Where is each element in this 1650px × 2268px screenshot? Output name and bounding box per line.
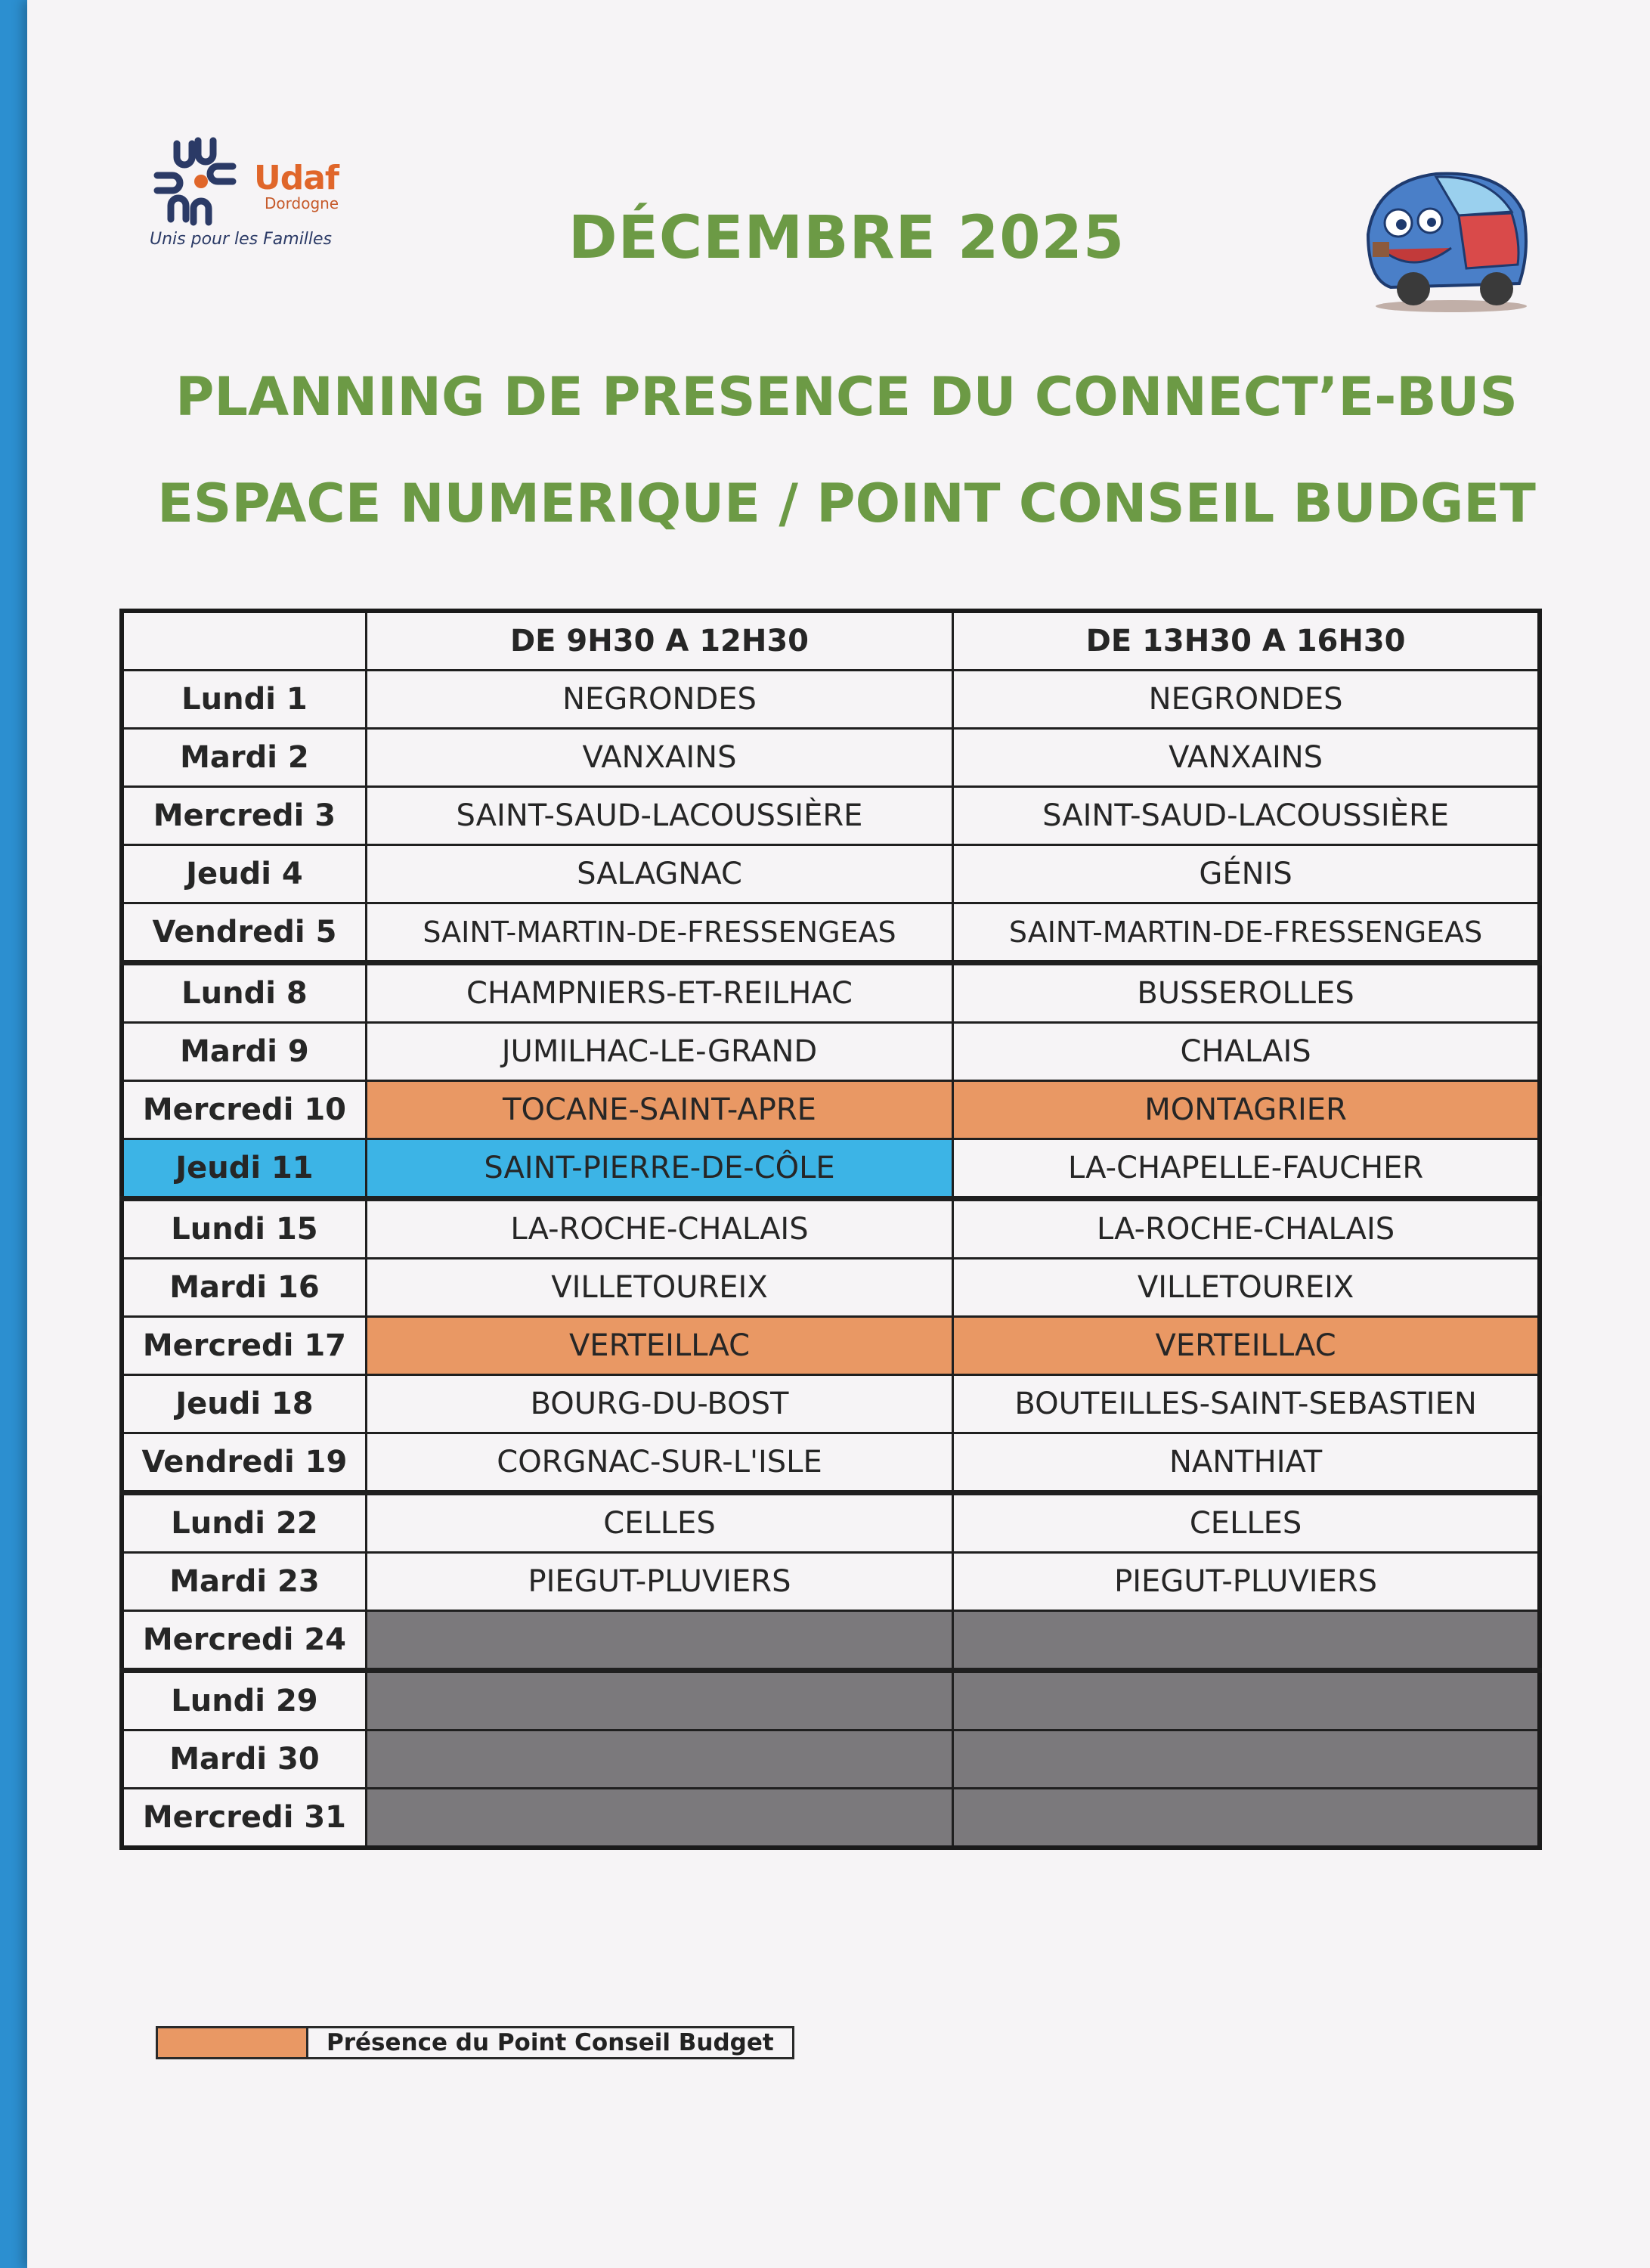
day-cell: Mardi 9 (122, 1023, 366, 1081)
day-cell: Mercredi 31 (122, 1789, 366, 1848)
afternoon-location: SAINT-SAUD-LACOUSSIÈRE (953, 787, 1540, 845)
morning-location: SAINT-PIERRE-DE-CÔLE (366, 1139, 952, 1199)
morning-location-budget: VERTEILLAC (366, 1317, 952, 1375)
afternoon-location: CELLES (953, 1493, 1540, 1553)
table-row (122, 1433, 1540, 1493)
day-cell: Mardi 16 (122, 1259, 366, 1317)
table-row (122, 845, 1540, 903)
table-row (122, 1671, 1540, 1730)
day-cell: Lundi 1 (122, 671, 366, 729)
legend-orange-swatch (158, 2028, 308, 2057)
day-cell: Mardi 30 (122, 1730, 366, 1789)
afternoon-location: PIEGUT-PLUVIERS (953, 1553, 1540, 1611)
table-row (122, 963, 1540, 1023)
afternoon-location-budget: MONTAGRIER (953, 1081, 1540, 1139)
afternoon-closed-cell (953, 1789, 1540, 1848)
afternoon-location: NANTHIAT (953, 1433, 1540, 1493)
logo-name: Udaf (254, 159, 339, 197)
day-cell: Jeudi 18 (122, 1375, 366, 1433)
afternoon-location-budget: VERTEILLAC (953, 1317, 1540, 1375)
morning-location: CELLES (366, 1493, 952, 1553)
logo-region: Dordogne (265, 194, 339, 212)
corner-cell (122, 611, 366, 671)
morning-closed-cell (366, 1730, 952, 1789)
day-cell: Vendredi 19 (122, 1433, 366, 1493)
morning-location: SAINT-MARTIN-DE-FRESSENGEAS (366, 903, 952, 963)
morning-closed-cell (366, 1671, 952, 1730)
planning-table (119, 609, 1542, 1850)
morning-location: VILLETOUREIX (366, 1259, 952, 1317)
table-row (122, 1730, 1540, 1789)
table-row (122, 1611, 1540, 1671)
afternoon-location: BOUTEILLES-SAINT-SEBASTIEN (953, 1375, 1540, 1433)
table-row (122, 1493, 1540, 1553)
legend (156, 2026, 794, 2059)
afternoon-slot-header: DE 13H30 A 16H30 (953, 611, 1540, 671)
day-cell: Jeudi 11 (122, 1139, 366, 1199)
morning-location: CORGNAC-SUR-L'ISLE (366, 1433, 952, 1493)
table-row (122, 1789, 1540, 1848)
table-row (122, 903, 1540, 963)
table-row (122, 1199, 1540, 1259)
afternoon-location: CHALAIS (953, 1023, 1540, 1081)
logo-tagline: Unis pour les Familles (150, 230, 333, 249)
table-row (122, 1023, 1540, 1081)
afternoon-location: LA-ROCHE-CHALAIS (953, 1199, 1540, 1259)
morning-location: BOURG-DU-BOST (366, 1375, 952, 1433)
day-cell: Lundi 8 (122, 963, 366, 1023)
afternoon-closed-cell (953, 1611, 1540, 1671)
morning-location-budget: TOCANE-SAINT-APRE (366, 1081, 952, 1139)
legend-label: Présence du Point Conseil Budget (327, 2029, 774, 2056)
table-row (122, 1317, 1540, 1375)
table-row (122, 1375, 1540, 1433)
afternoon-location: VILLETOUREIX (953, 1259, 1540, 1317)
afternoon-location: LA-CHAPELLE-FAUCHER (953, 1139, 1540, 1199)
table-row-highlighted (122, 1139, 1540, 1199)
day-cell: Mercredi 10 (122, 1081, 366, 1139)
afternoon-closed-cell (953, 1730, 1540, 1789)
morning-location: NEGRONDES (366, 671, 952, 729)
table-row (122, 1553, 1540, 1611)
morning-closed-cell (366, 1611, 952, 1671)
table-row (122, 787, 1540, 845)
day-cell: Jeudi 4 (122, 845, 366, 903)
afternoon-location: SAINT-MARTIN-DE-FRESSENGEAS (953, 903, 1540, 963)
day-cell: Vendredi 5 (122, 903, 366, 963)
day-cell: Mardi 23 (122, 1553, 366, 1611)
morning-location: SALAGNAC (366, 845, 952, 903)
morning-location: JUMILHAC-LE-GRAND (366, 1023, 952, 1081)
table-row (122, 1259, 1540, 1317)
table-row (122, 729, 1540, 787)
afternoon-location: VANXAINS (953, 729, 1540, 787)
morning-location: CHAMPNIERS-ET-REILHAC (366, 963, 952, 1023)
afternoon-location: NEGRONDES (953, 671, 1540, 729)
day-cell: Mercredi 17 (122, 1317, 366, 1375)
morning-location: LA-ROCHE-CHALAIS (366, 1199, 952, 1259)
morning-location: VANXAINS (366, 729, 952, 787)
month-title: DÉCEMBRE 2025 (568, 204, 1125, 272)
morning-location: PIEGUT-PLUVIERS (366, 1553, 952, 1611)
day-cell: Mercredi 24 (122, 1611, 366, 1671)
planning-subtitle: ESPACE NUMERIQUE / POINT CONSEIL BUDGET (157, 472, 1536, 534)
table-row (122, 671, 1540, 729)
planning-title: PLANNING DE PRESENCE DU CONNECT’E-BUS (175, 366, 1518, 428)
day-cell: Lundi 29 (122, 1671, 366, 1730)
day-cell: Lundi 22 (122, 1493, 366, 1553)
afternoon-location: GÉNIS (953, 845, 1540, 903)
morning-slot-header: DE 9H30 A 12H30 (366, 611, 952, 671)
day-cell: Lundi 15 (122, 1199, 366, 1259)
table-row (122, 1081, 1540, 1139)
day-cell: Mardi 2 (122, 729, 366, 787)
morning-location: SAINT-SAUD-LACOUSSIÈRE (366, 787, 952, 845)
table-header-row (122, 611, 1540, 671)
afternoon-closed-cell (953, 1671, 1540, 1730)
day-cell: Mercredi 3 (122, 787, 366, 845)
afternoon-location: BUSSEROLLES (953, 963, 1540, 1023)
morning-closed-cell (366, 1789, 952, 1848)
